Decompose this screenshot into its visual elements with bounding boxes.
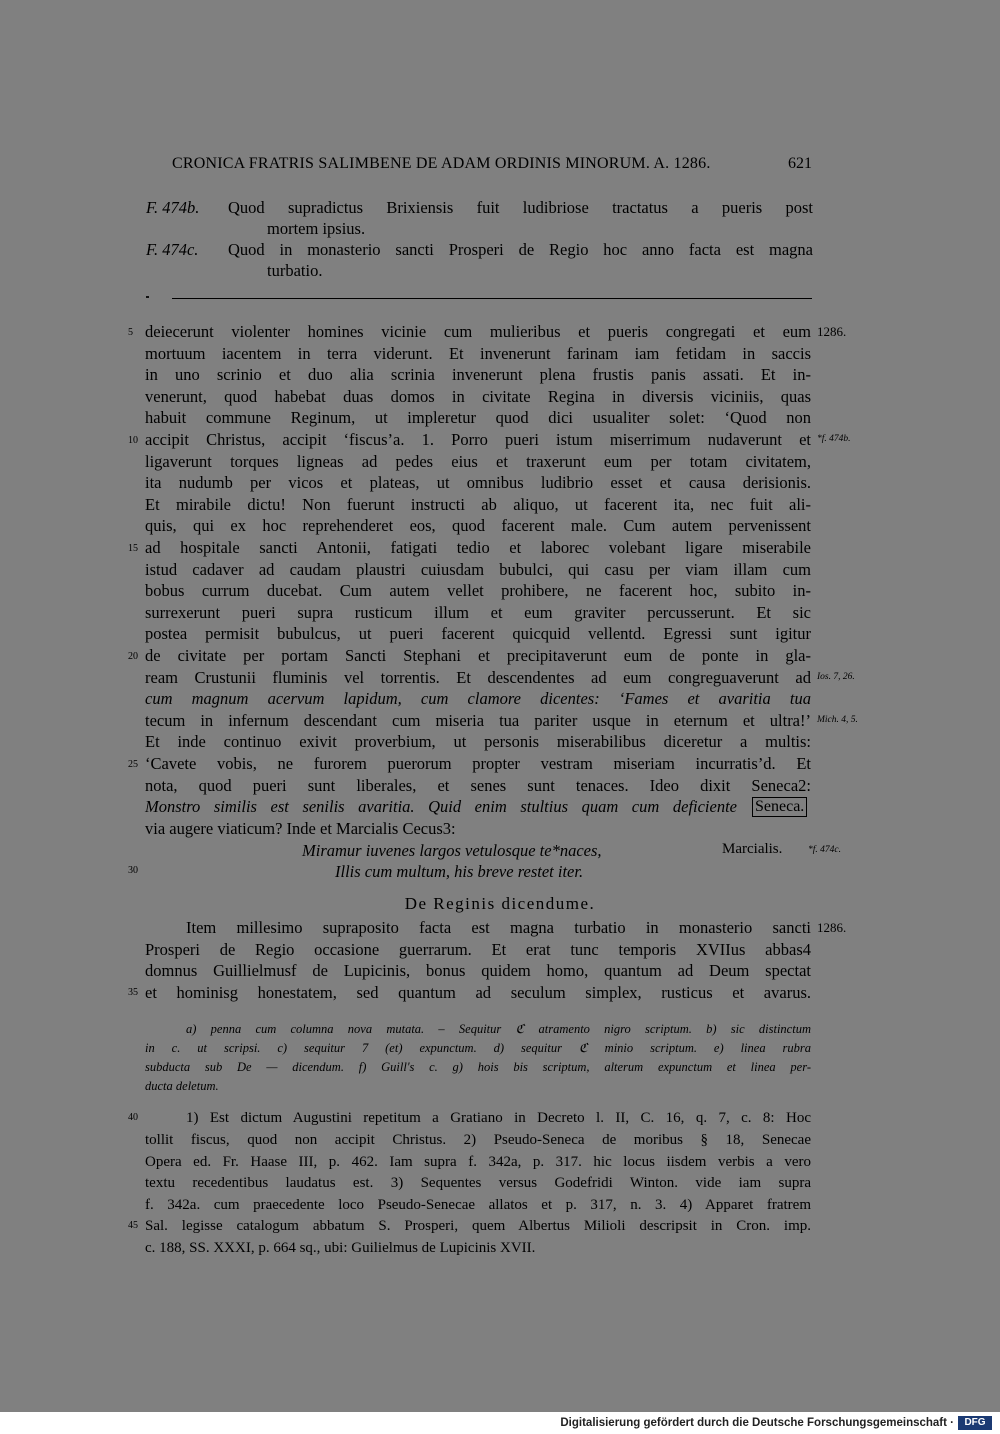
toc-ref: F. 474c.: [146, 240, 199, 259]
text-line: ad hospitale sancti Antonii, fatigati tedio et laborec volebant ligare miserabile: [145, 538, 811, 557]
text-line: ream Crustunii fluminis vel torrentis. Et descendentes ad eum congreguaverunt ad: [145, 668, 811, 687]
text-line: venerunt, quod habebat duas domos in civitate Regina in diversis viciniis, quas: [145, 387, 811, 406]
margin-source-marcialis: Marcialis.: [722, 841, 783, 857]
text-line: accipit Christus, accipit ‘fiscus’a. 1. Porro pueri istum miserrimum nudaverunt et: [145, 430, 811, 449]
footnote-line: tollit fiscus, quod non accipit Christus. 2) Pseudo-Seneca de moribus § 18, Senecae: [145, 1132, 811, 1148]
line-number: 45: [128, 1220, 138, 1231]
toc-ref: F. 474b.: [146, 198, 200, 217]
apparatus-line: ducta deletum.: [145, 1079, 219, 1093]
text-line: via augere viaticum? Inde et Marcialis Cecus3:: [145, 819, 456, 838]
footnote-line: Sal. legisse catalogum abbatum S. Prosperi, quem Albertus Milioli descripsit in Cron. imp.: [145, 1218, 811, 1234]
margin-folio: *f. 474c.: [808, 845, 841, 855]
line-number: 10: [128, 435, 138, 446]
margin-source-seneca: Seneca.: [752, 797, 807, 817]
margin-year: 1286.: [817, 324, 847, 339]
footnote-line: c. 188, SS. XXXI, p. 664 sq., ubi: Guilielmus de Lupicinis XVII.: [145, 1240, 536, 1256]
footnote-line: 1) Est dictum Augustini repetitum a Gratiano in Decreto l. II, C. 16, q. 7, c. 8: Hoc: [186, 1110, 811, 1126]
text-line: habuit commune Reginum, ut impleretur quod dici usualiter solet: ‘Quod non: [145, 408, 811, 427]
text-line: mortuum iacentem in terra viderunt. Et invenerunt farinam iam fetidam in saccis: [145, 344, 811, 363]
footnote-line: f. 342a. cum praecedente loco Pseudo-Senecae allatos et p. 317, n. 3. 4) Apparet fratrem: [145, 1197, 811, 1213]
text-line: Monstro similis est senilis avaritia. Quid enim stultius quam cum deficiente: [145, 797, 737, 816]
line-number: 35: [128, 987, 138, 998]
section-line: Prosperi de Regio occasione guerrarum. Et erat tunc temporis XVIIus abbas4: [145, 940, 811, 959]
margin-folio: *f. 474b.: [817, 434, 851, 444]
footnote-line: Opera ed. Fr. Haase III, p. 462. Iam supra f. 342a, p. 317. hic locus iisdem verbis a vero: [145, 1154, 811, 1170]
toc-text-cont: turbatio.: [267, 261, 323, 280]
separator-rule: [172, 298, 812, 299]
section-line: et hominisg honestatem, sed quantum ad seculum simplex, rusticus et avarus.: [145, 983, 811, 1002]
apparatus-line: subducta sub De — dicendum. f) Guill's c. g) hois bis scriptum, alterum expunctum et linea per-: [145, 1060, 811, 1074]
section-line: Item millesimo supraposito facta est magna turbatio in monasterio sancti: [186, 918, 811, 937]
verse-line: Miramur iuvenes largos vetulosque te*naces,: [302, 841, 602, 860]
line-number: 20: [128, 651, 138, 662]
verse-line: Illis cum multum, his breve restet iter.: [335, 862, 584, 881]
apparatus-line: in c. ut scripsi. c) sequitur 7 (et) expunctum. d) sequitur ℭ minio scriptum. e) linea rubra: [145, 1041, 811, 1055]
footnote-line: textu recedentibus laudatus est. 3) Sequentes versus Godefridi Winton. vide iam supra: [145, 1175, 811, 1191]
text-line: deiecerunt violenter homines vicinie cum mulieribus et pueris congregati et eum: [145, 322, 811, 341]
margin-citation: Ios. 7, 26.: [817, 672, 855, 682]
text-line: postea permisit bubulcus, ut pueri facerent quicquid vellentd. Egressi sunt igitur: [145, 624, 811, 643]
toc-text-cont: mortem ipsius.: [267, 219, 366, 238]
text-line: bobus currum ducebat. Cum autem vellet prohibere, ne facerent hoc, subito in-: [145, 581, 811, 600]
running-title: CRONICA FRATRIS SALIMBENE DE ADAM ORDINIS MINORUM. A. 1286.: [172, 155, 711, 172]
line-number: 5: [128, 327, 133, 338]
rule-mark: [146, 296, 149, 298]
section-heading: De Reginis dicendume.: [404, 894, 596, 913]
margin-citation: Mich. 4, 5.: [817, 715, 858, 725]
line-number: 40: [128, 1112, 138, 1123]
page-number: 621: [788, 155, 812, 172]
apparatus-line: a) penna cum columna nova mutata. – Sequitur ℭ atramento nigro scriptum. b) sic distinctum: [186, 1022, 811, 1036]
line-number: 30: [128, 865, 138, 876]
text-line: in uno scrinio et duo alia scrinia invenerunt plena frustis panis assati. Et in-: [145, 365, 811, 384]
funding-credit: Digitalisierung gefördert durch die Deutsche Forschungsgemeinschaft ·: [560, 1417, 954, 1429]
text-line: istud cadaver ad caudam plaustri cuiusdam bubulci, qui casu per viam illam cum: [145, 560, 811, 579]
text-line: Et mirabile dictu! Non fuerunt instructi ab aliquo, ut facerent ita, nec fuit ali-: [145, 495, 811, 514]
text-line: de civitate per portam Sancti Stephani et precipitaverunt eum de ponte in gla-: [145, 646, 811, 665]
text-line: quis, qui ex hoc reprehenderet eos, quod facerent male. Cum autem pervenissent: [145, 516, 811, 535]
text-line: ita nudumb per vicos et plateas, ut omnibus ludibrio esset et causa derisionis.: [145, 473, 811, 492]
dfg-logo: DFG: [958, 1416, 992, 1430]
line-number: 25: [128, 759, 138, 770]
text-line: ligaverunt torques ligneas ad pedes eius et traxerunt eum per totam civitatem,: [145, 452, 811, 471]
text-line: Et inde continuo exivit proverbium, ut personis miserabilibus diceretur a multis:: [145, 732, 811, 751]
toc-text: Quod in monasterio sancti Prosperi de Regio hoc anno facta est magna: [228, 240, 813, 259]
margin-year: 1286.: [817, 920, 847, 935]
text-line: nota, quod pueri sunt liberales, et senes sunt tenaces. Ideo dixit Seneca2:: [145, 776, 811, 795]
text-line: surrexerunt pueri supra rusticum illum et eum graviter percusserunt. Et sic: [145, 603, 811, 622]
text-line: ‘Cavete vobis, ne furorem puerorum propter vestram miseriam incurratis’d. Et: [145, 754, 811, 773]
text-line: cum magnum acervum lapidum, cum clamore dicentes: ‘Fames et avaritia tua: [145, 689, 811, 708]
text-line: tecum in infernum descendant cum miseria tua pariter usque in eternum et ultra!’: [145, 711, 811, 730]
section-line: domnus Guillielmusf de Lupicinis, bonus quidem homo, quantum ad Deum spectat: [145, 961, 811, 980]
line-number: 15: [128, 543, 138, 554]
toc-text: Quod supradictus Brixiensis fuit ludibriose tractatus a pueris post: [228, 198, 813, 217]
